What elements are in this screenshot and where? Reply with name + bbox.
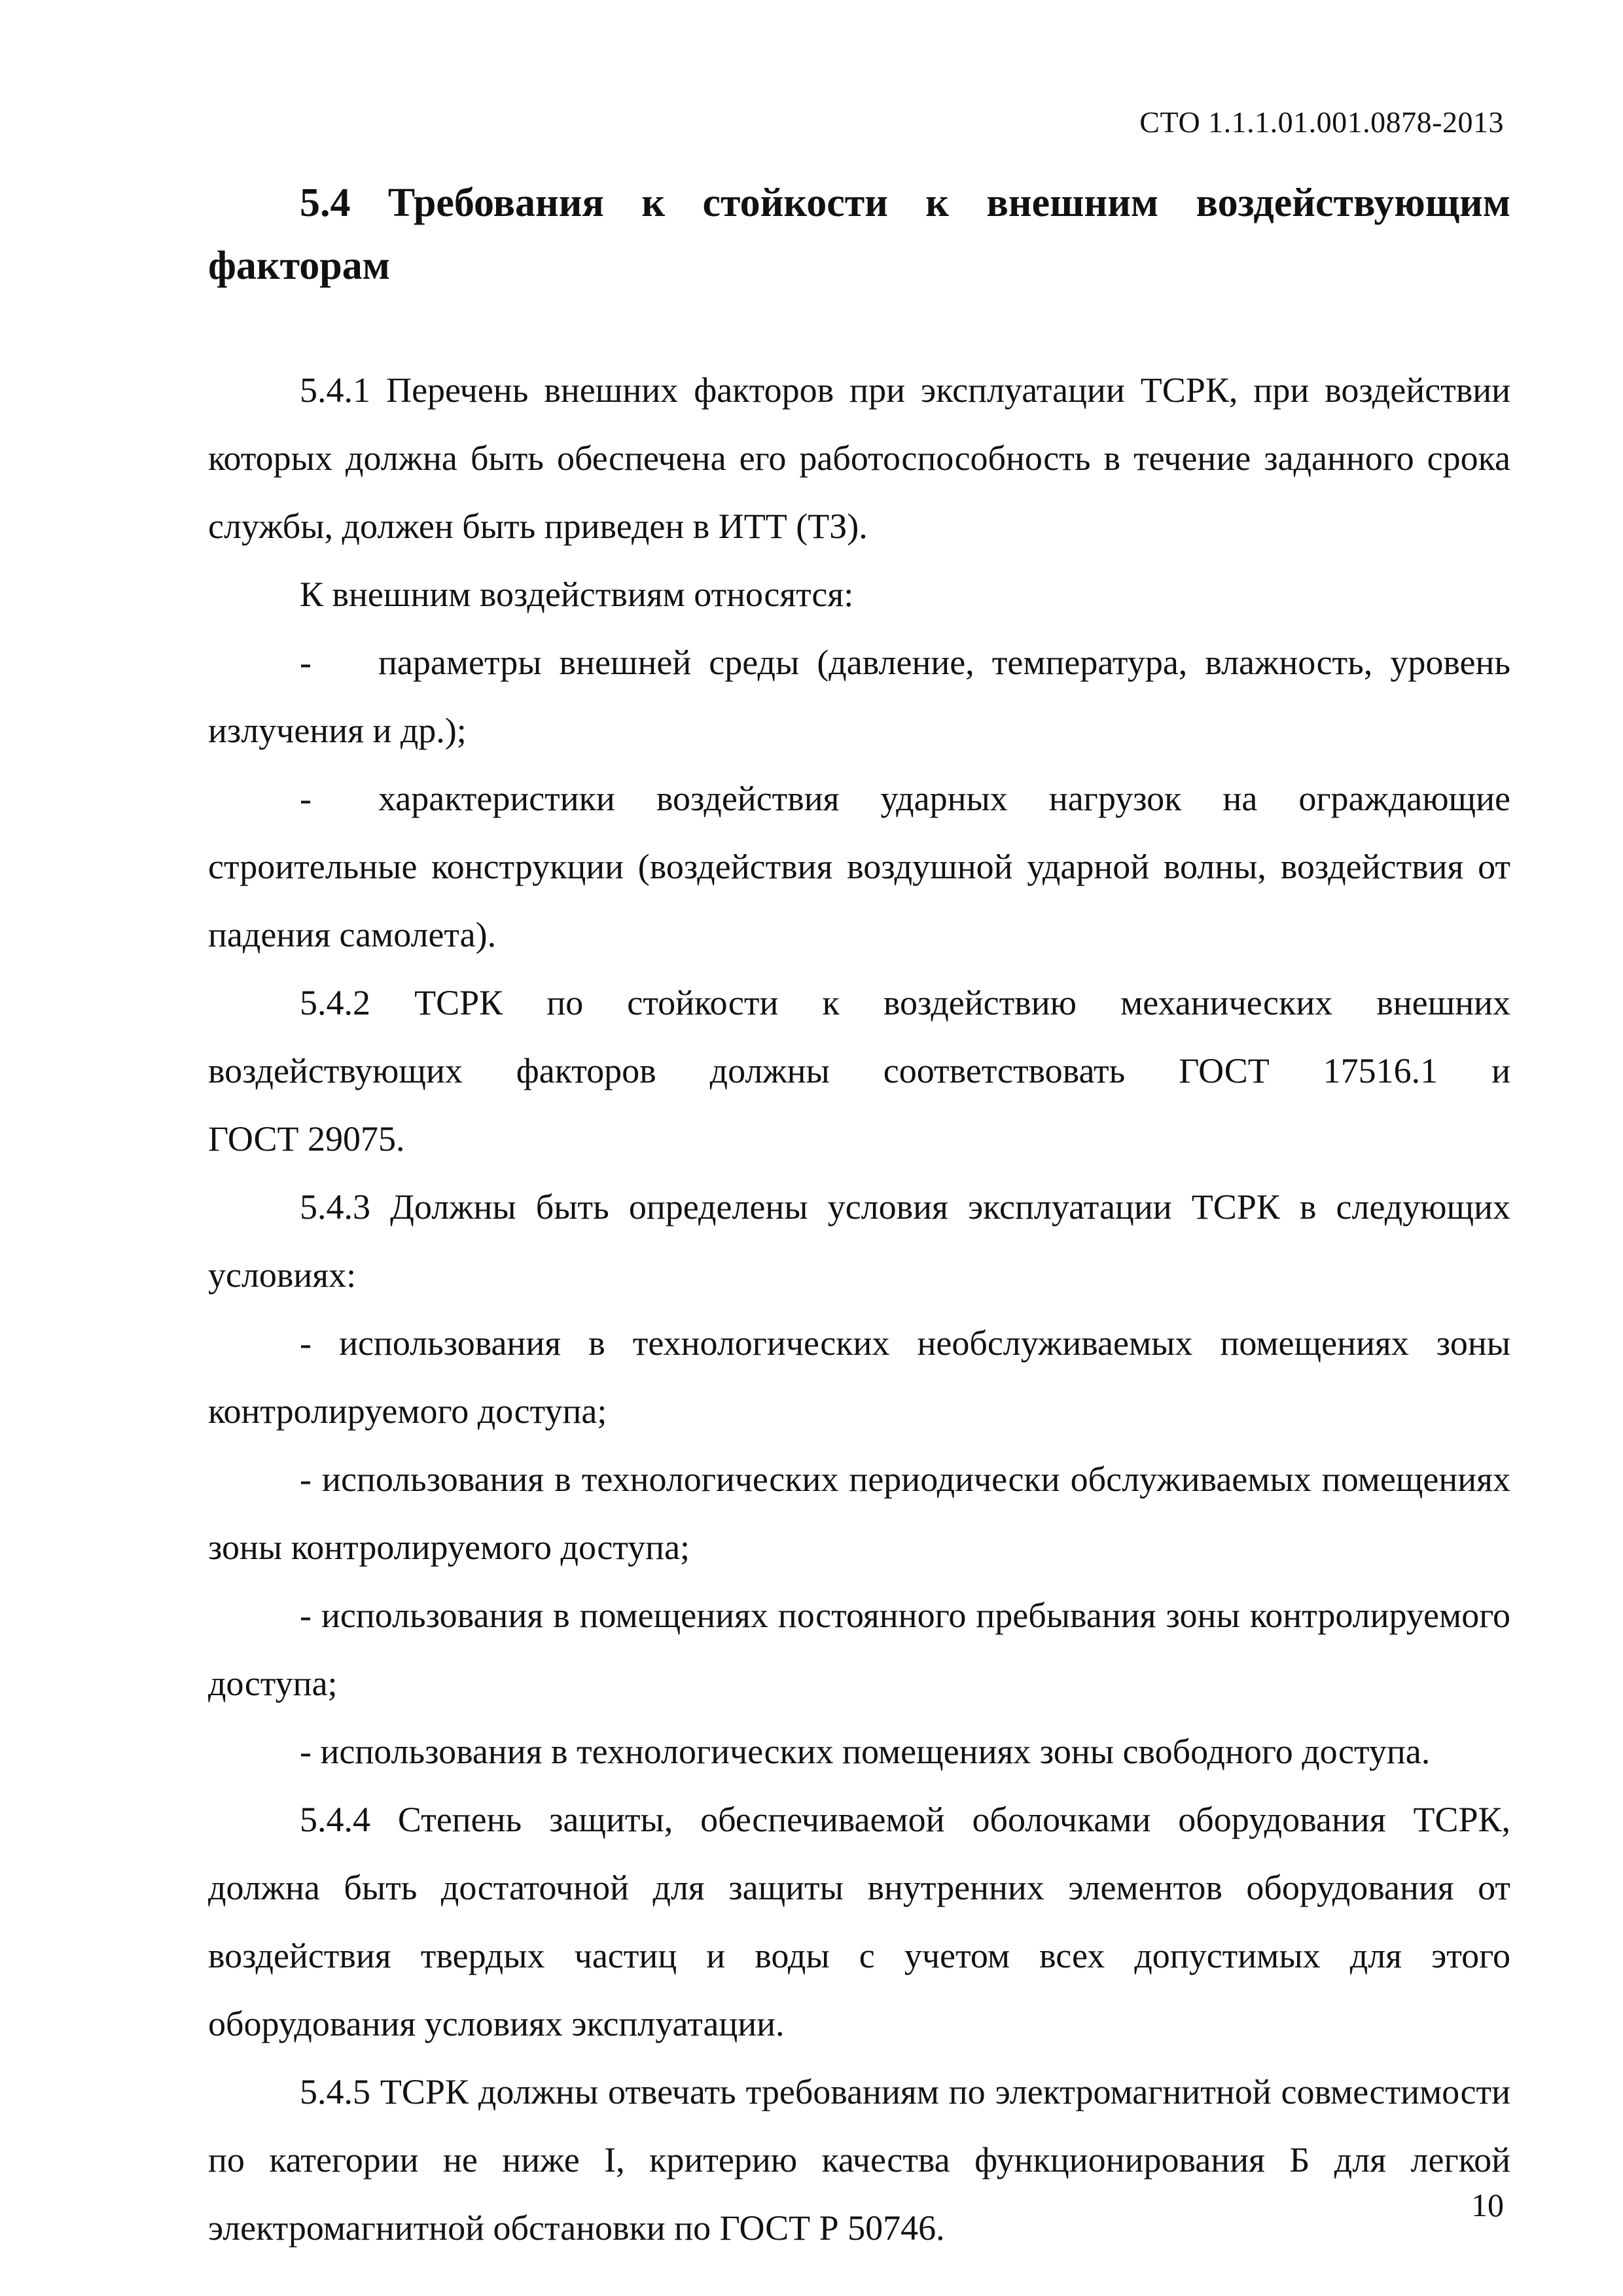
paragraph-5-4-2: 5.4.2 ТСРК по стойкости к воздействию механических внешних воздействующих факторов должны соответствовать ГОСТ 17516.1 и	[208, 983, 1510, 1090]
paragraph-5-4-4: 5.4.4 Степень защиты, обеспечиваемой оболочками оборудования ТСРК, должна быть достаточной для защиты внутренних элементов оборудования от воздействия твердых частиц и воды с учетом всех допустимых для этого оборудования условиях эксплуатации.	[208, 1800, 1510, 2043]
paragraph-5-4-2-end: ГОСТ 29075.	[208, 1119, 405, 1158]
list-dash: -	[300, 643, 312, 682]
paragraph-5-4-3: 5.4.3 Должны быть определены условия эксплуатации ТСРК в следующих условиях:	[208, 1187, 1510, 1295]
page-number: 10	[1471, 2187, 1504, 2223]
paragraph-5-4-1: 5.4.1 Перечень внешних факторов при эксплуатации ТСРК, при воздействии которых должна быть обеспечена его работоспособность в течение заданного срока службы, должен быть приведен в ИТТ (ТЗ).	[208, 370, 1510, 546]
external-factors-intro: К внешним воздействиям относятся:	[300, 575, 854, 614]
document-code: СТО 1.1.1.01.001.0878-2013	[1139, 105, 1504, 139]
condition-item-1: - использования в технологических необслуживаемых помещениях зоны контролируемого доступа;	[208, 1323, 1510, 1431]
paragraph-5-4-5: 5.4.5 ТСРК должны отвечать требованиям по электромагнитной совместимости по категории не ниже I, критерию качества функционирования Б для легкой электромагнитной обстановки по ГОСТ Р 50746.	[208, 2072, 1510, 2248]
condition-item-2: - использования в технологических периодически обслуживаемых помещениях зоны контролируемого доступа;	[208, 1460, 1510, 1567]
list-item-text: характеристики воздействия ударных нагрузок на ограждающие строительные конструкции (воздействия воздушной ударной волны, воздействия от падения самолета).	[208, 779, 1510, 954]
section-heading: 5.4 Требования к стойкости к внешним воздействующим факторам	[208, 181, 1510, 288]
list-item-environment	[208, 628, 1510, 764]
list-item-text: параметры внешней среды (давление, температура, влажность, уровень излучения и др.);	[208, 643, 1510, 750]
list-dash: -	[300, 779, 312, 818]
condition-item-3: - использования в помещениях постоянного пребывания зоны контролируемого доступа;	[208, 1596, 1510, 1703]
list-item-shock-loads	[208, 764, 1510, 969]
page-content	[208, 171, 1510, 2262]
condition-item-4: - использования в технологических помещениях зоны свободного доступа.	[300, 1732, 1431, 1771]
